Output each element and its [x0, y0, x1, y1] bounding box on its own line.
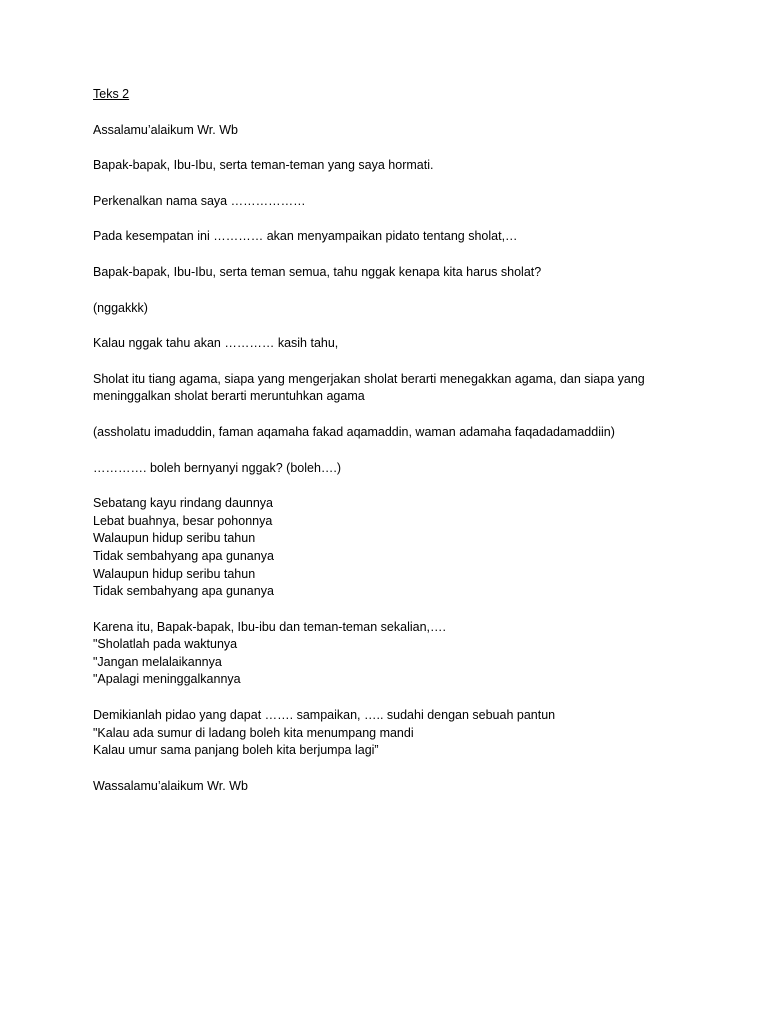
song-line: Tidak sembahyang apa gunanya [93, 548, 274, 563]
paragraph-arabic-quote: (assholatu imaduddin, faman aqamaha fakad aqamaddin, waman adamaha faqadadamaddiin) [93, 424, 615, 439]
text-line: Karena itu, Bapak-bapak, Ibu-ibu dan teman-teman sekalian,…. [93, 619, 446, 634]
text-line: Demikianlah pidao yang dapat ……. sampaikan, ….. sudahi dengan sebuah pantun [93, 708, 556, 723]
paragraph-opportunity: Pada kesempatan ini ………… akan menyampaikan pidato tentang sholat,… [93, 229, 518, 244]
text-line: "Apalagi meninggalkannya [93, 672, 241, 687]
text-line: "Kalau ada sumur di ladang boleh kita menumpang mandi [93, 725, 414, 740]
paragraph-introduction: Perkenalkan nama saya ……………… [93, 193, 306, 208]
text-line: Sholat itu tiang agama, siapa yang mengerjakan sholat berarti menegakkan agama, dan siapa yang [93, 371, 645, 386]
farewell: Wassalamu’alaikum Wr. Wb [93, 778, 248, 793]
text-line: meninggalkan sholat berarti meruntuhkan agama [93, 389, 365, 404]
paragraph-pillar [93, 371, 693, 406]
paragraph-advice [93, 619, 693, 689]
paragraph-sing: …………. boleh bernyanyi nggak? (boleh….) [93, 460, 342, 475]
song-line: Walaupun hidup seribu tahun [93, 566, 256, 581]
song-lyrics [93, 495, 693, 601]
paragraph-closing [93, 707, 693, 760]
song-line: Tidak sembahyang apa gunanya [93, 584, 274, 599]
song-line: Walaupun hidup seribu tahun [93, 531, 256, 546]
paragraph-tell: Kalau nggak tahu akan ………… kasih tahu, [93, 336, 339, 351]
paragraph-question: Bapak-bapak, Ibu-Ibu, serta teman semua, tahu nggak kenapa kita harus sholat? [93, 264, 542, 279]
text-line: "Sholatlah pada waktunya [93, 637, 238, 652]
greeting: Assalamu’alaikum Wr. Wb [93, 122, 238, 137]
song-line: Lebat buahnya, besar pohonnya [93, 513, 273, 528]
document-title: Teks 2 [93, 87, 130, 101]
text-line: Kalau umur sama panjang boleh kita berjumpa lagi” [93, 743, 379, 758]
paragraph-address: Bapak-bapak, Ibu-Ibu, serta teman-teman yang saya hormati. [93, 158, 434, 173]
text-line: "Jangan melalaikannya [93, 654, 222, 669]
song-line: Sebatang kayu rindang daunnya [93, 496, 274, 511]
document-page [93, 86, 693, 813]
paragraph-audience-answer: (nggakkk) [93, 300, 148, 315]
